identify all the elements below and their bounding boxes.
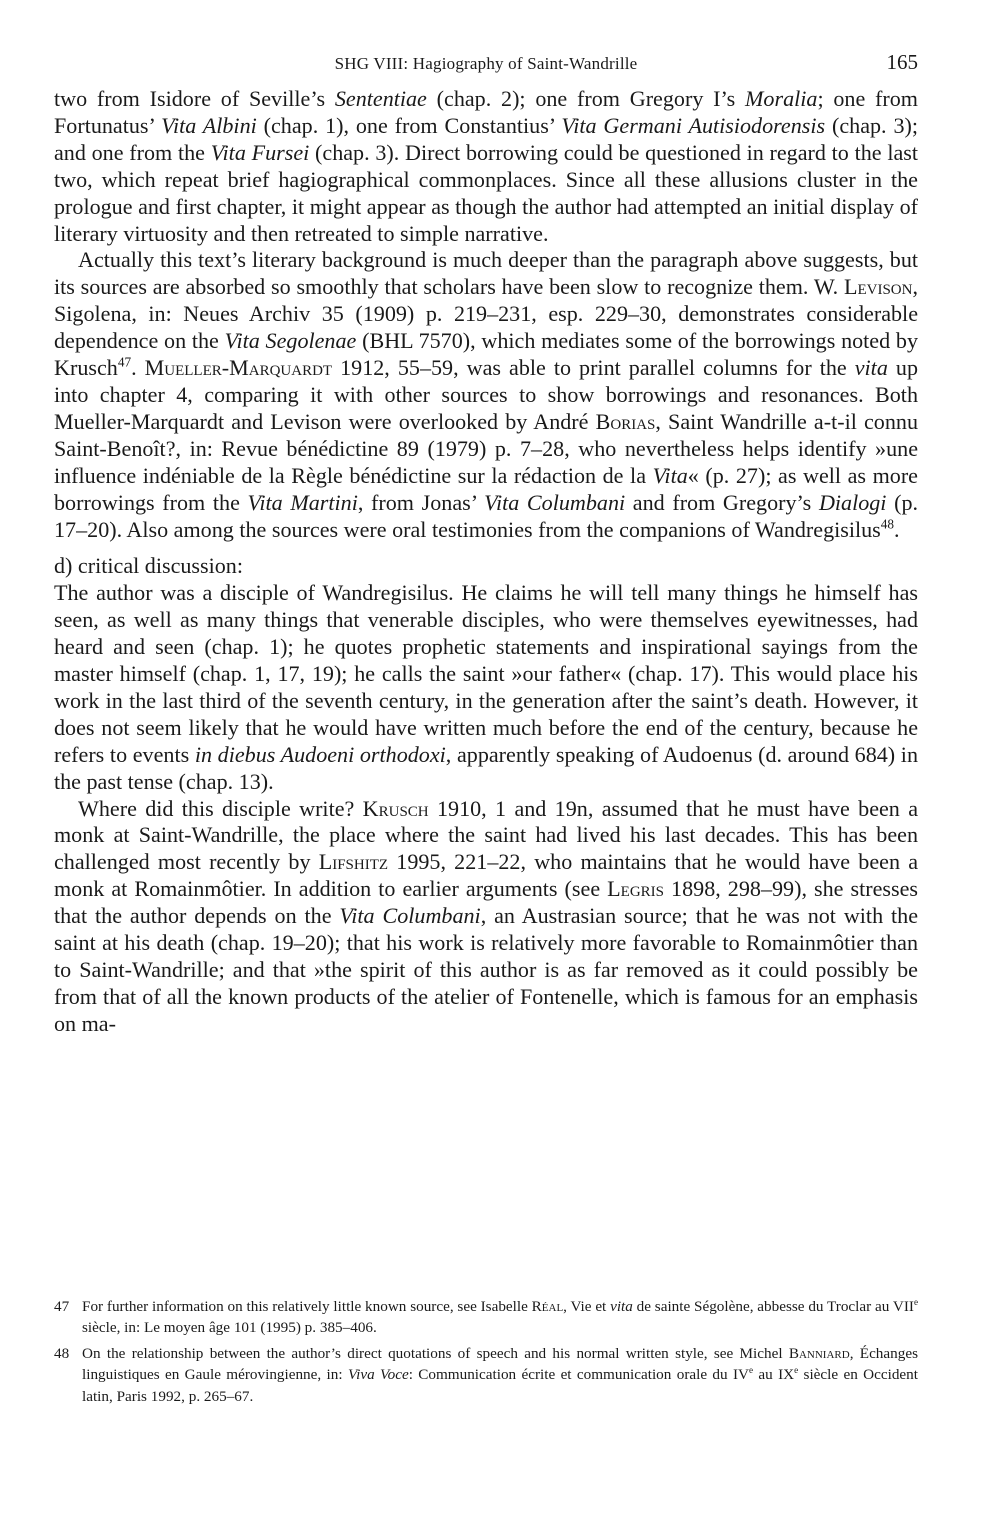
text-run: (chap. 3); and one from the xyxy=(54,112,918,165)
text-run: , an Austrasian source; that he was not with the saint at his death (chap. 19–20); that his work is relatively more favorable to Romainmôtier than to Saint-Wandrille; and that »the spirit of this author is as far removed as it could possibly be from that of all the known products of the atelier of Fontenelle, which is famous for an emphasis on ma- xyxy=(54,903,918,1036)
small-caps-name: Lifshitz xyxy=(318,849,389,875)
page-header xyxy=(54,50,918,86)
italic-text: Sententiae xyxy=(334,86,427,111)
footnote xyxy=(54,1343,918,1407)
footnote-text xyxy=(82,1298,918,1336)
italic-text: Vita Columbani xyxy=(484,489,626,515)
superscript: e xyxy=(913,1296,918,1307)
text-run: siècle en Occident latin, Paris 1992, p. 265–67. xyxy=(82,1366,918,1405)
small-caps-name: Mueller-Marquardt xyxy=(144,355,333,381)
paragraph xyxy=(54,580,918,795)
text-run: up into chapter 4, comparing it with other sources to show borrowings and resonances. Both Mueller-Marquardt and Levison were overlooked by André xyxy=(54,355,918,434)
superscript: e xyxy=(794,1365,799,1376)
small-caps-name: Banniard xyxy=(788,1344,850,1362)
text-run: de sainte Ségolène, abbesse du Troclar au VII xyxy=(632,1298,914,1315)
small-caps-name: Réal xyxy=(531,1298,564,1315)
footnote xyxy=(54,1296,918,1339)
text-run: , apparently speaking of Audoenus (d. around 684) in the past tense (chap. 13). xyxy=(54,741,918,794)
text-run: 1995, 221–22, who maintains that he would have been a monk at Romainmôtier. In addition to earlier arguments (see xyxy=(54,849,918,902)
italic-text: Vita xyxy=(652,462,688,488)
footnote-number: 48 xyxy=(54,1344,70,1362)
text-run: (chap. 3). Direct borrowing could be questioned in regard to the last two, which repeat brief hagiographical commonplaces. Since all these allusions cluster in the prologue and first chapter, it might appear as though the author had attempted an initial display of literary virtuosity and then retreated to simple narrative. xyxy=(54,139,918,246)
text-run: : Communication écrite et communication orale du IV xyxy=(408,1366,750,1384)
text-run: 1912, 55–59, was able to print parallel columns for the xyxy=(332,355,855,381)
italic-text: Vita Fursei xyxy=(210,139,310,165)
text-run: 1910, 1 and 19n, assumed that he must have been a monk at Saint-Wandrille, the place where the saint had lived his last decades. This has been challenged most recently by xyxy=(54,795,919,875)
italic-text: Vita Segolenae xyxy=(224,328,357,354)
italic-text: Moralia xyxy=(745,86,818,111)
text-run: ; one from Fortunatus’ xyxy=(54,86,918,138)
italic-text: Dialogi xyxy=(818,489,887,515)
superscript: 47 xyxy=(117,354,132,370)
italic-text: Vita Columbani xyxy=(339,903,481,929)
italic-text: vita xyxy=(610,1298,633,1315)
footnote-text xyxy=(82,1345,918,1405)
italic-text: in diebus Audoeni orthodoxi xyxy=(194,741,446,767)
body-text xyxy=(54,86,918,1038)
italic-text: vita xyxy=(854,355,888,381)
text-run: 1898, 298–99), she stresses that the author depends on the xyxy=(54,876,918,929)
italic-text: Vita Martini xyxy=(247,489,358,515)
text-run: Actually this text’s literary background is much deeper than the paragraph above suggests, but its sources are absorbed so smoothly that scholars have been slow to recognize them. W. xyxy=(54,247,918,300)
text-run: (chap. 1), one from Constantius’ xyxy=(256,112,562,138)
text-run: . xyxy=(131,355,145,381)
footnotes xyxy=(54,1296,918,1411)
small-caps-name: Levison xyxy=(843,274,913,300)
text-run: siècle, in: Le moyen âge 101 (1995) p. 385–406. xyxy=(82,1319,377,1337)
text-run: On the relationship between the author’s direct quotations of speech and his normal written style, see Michel xyxy=(82,1344,789,1362)
text-run: (BHL 7570), which mediates some of the borrowings noted by Krusch xyxy=(54,328,919,381)
text-run: au IX xyxy=(753,1366,795,1384)
italic-text: Vita Germani Autisiodorensis xyxy=(561,112,826,138)
text-run: , Vie et xyxy=(563,1298,611,1315)
text-run: The author was a disciple of Wandregisilus. He claims he will tell many things he himself has seen, as well as many things that venerable disciples, who were themselves eyewitnesses, had heard and seen (chap. 1); he quotes prophetic statements and inspirational sayings from the master himself (chap. 1, 17, 19); he calls the saint »our father« (chap. 17). This would place his work in the last third of the seventh century, in the generation after the saint’s death. However, it does not seem likely that he would have written much before the end of the century, because he refers to events xyxy=(54,580,918,767)
paragraph xyxy=(54,86,918,247)
text-run: d) critical discussion: xyxy=(54,553,243,579)
text-run: , Échanges linguistiques en Gaule mérovingienne, in: xyxy=(82,1344,918,1384)
superscript: 48 xyxy=(880,516,895,532)
page-number: 165 xyxy=(886,50,918,74)
text-run: two from Isidore of Seville’s xyxy=(54,86,335,111)
text-run: , from Jonas’ xyxy=(357,489,485,515)
small-caps-name: Legris xyxy=(607,876,665,902)
italic-text: Vita Albini xyxy=(161,112,257,138)
text-run: . xyxy=(894,516,900,542)
paragraph xyxy=(54,247,918,543)
paragraph xyxy=(54,796,918,1038)
superscript: e xyxy=(749,1365,754,1376)
text-run: (p. 17–20). Also among the sources were oral testimonies from the companions of Wandregisilus xyxy=(54,489,919,542)
text-run: « (p. 27); as well as more borrowings from the xyxy=(54,462,918,515)
running-head: SHG VIII: Hagiography of Saint-Wandrille xyxy=(334,54,638,73)
italic-text: Viva Voce xyxy=(347,1366,409,1384)
text-run: Where did this disciple write? xyxy=(78,795,363,821)
section-heading xyxy=(54,553,918,580)
page xyxy=(54,50,918,1038)
text-run: (chap. 2); one from Gregory I’s xyxy=(426,86,746,111)
text-run: and from Gregory’s xyxy=(625,489,819,515)
small-caps-name: Krusch xyxy=(362,795,429,821)
text-run: , Saint Wandrille a-t-il connu Saint-Benoît?, in: Revue bénédictine 89 (1979) p. 7–28, who nevertheless helps identify »une influence indéniable de la Règle bénédictine sur la rédaction de la xyxy=(54,408,918,488)
small-caps-name: Borias xyxy=(595,408,656,434)
text-run: , Sigolena, in: Neues Archiv 35 (1909) p. 219–231, esp. 229–30, demonstrates considerable dependence on the xyxy=(54,274,918,354)
footnote-number: 47 xyxy=(54,1298,70,1315)
text-run: For further information on this relatively little known source, see Isabelle xyxy=(82,1298,532,1315)
